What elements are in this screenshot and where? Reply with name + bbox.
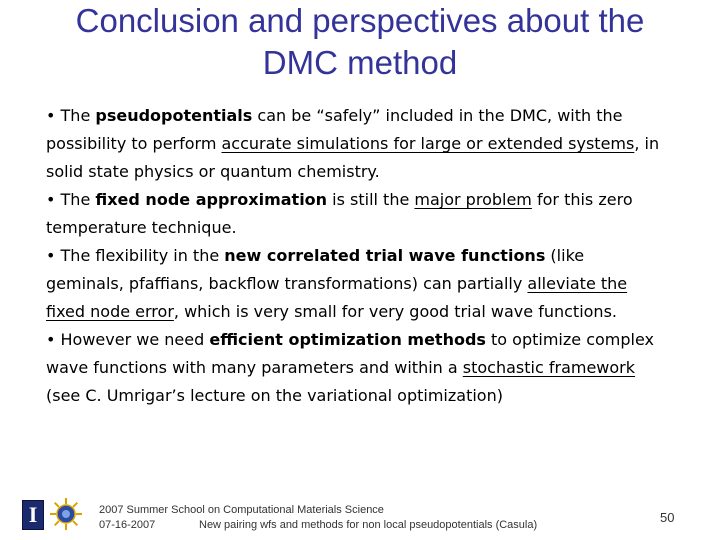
text-run: (like geminals, pfaffians, backflow transformations) can partially — [46, 246, 585, 293]
slide-footer — [0, 496, 720, 536]
text-run: (see C. Umrigar’s lecture on the variational optimization) — [46, 386, 503, 405]
title-line-1: Conclusion and perspectives about the — [75, 2, 645, 39]
footer-event: 2007 Summer School on Computational Materials Science — [99, 504, 384, 516]
underlined-term: stochastic framework — [462, 358, 636, 377]
text-run: to optimize complex wave functions with many parameters and within a — [46, 330, 654, 377]
footer-date: 07-16-2007 — [99, 519, 156, 531]
text-run: , which is very small for very good trial wave functions. — [173, 302, 617, 321]
underlined-term: accurate simulations for large or extended systems — [221, 134, 635, 153]
underlined-term: alleviate the fixed node error — [46, 274, 628, 321]
text-run: for this zero temperature technique. — [46, 190, 633, 237]
bold-term: new correlated trial wave functions — [224, 246, 546, 265]
slide-body — [46, 102, 666, 410]
text-run: • The — [46, 190, 96, 209]
text-run: , in solid state physics or quantum chemistry. — [46, 134, 660, 181]
footer-talk-title: New pairing wfs and methods for non local pseudopotentials (Casula) — [199, 519, 538, 531]
bullet-optimization — [46, 326, 666, 410]
text-run: • The flexibility in the — [46, 246, 225, 265]
bullet-trial-wave-functions — [46, 242, 666, 326]
bullet-fixed-node — [46, 186, 666, 242]
bold-term: fixed node approximation — [95, 190, 328, 209]
university-logo-icon: I — [22, 500, 44, 530]
underlined-term: major problem — [414, 190, 532, 209]
text-run: is still the — [327, 190, 415, 209]
bold-term: efficient optimization methods — [209, 330, 486, 349]
sun-logo-icon — [48, 496, 84, 532]
text-run: • The — [46, 106, 96, 125]
page-number: 50 — [660, 510, 675, 525]
text-run: can be “safely” included in the DMC, with the possibility to perform — [46, 106, 623, 153]
text-run: • However we need — [46, 330, 210, 349]
bold-term: pseudopotentials — [95, 106, 253, 125]
slide-title — [0, 0, 720, 84]
bullet-pseudopotentials — [46, 102, 666, 186]
title-line-2: DMC method — [262, 44, 458, 81]
